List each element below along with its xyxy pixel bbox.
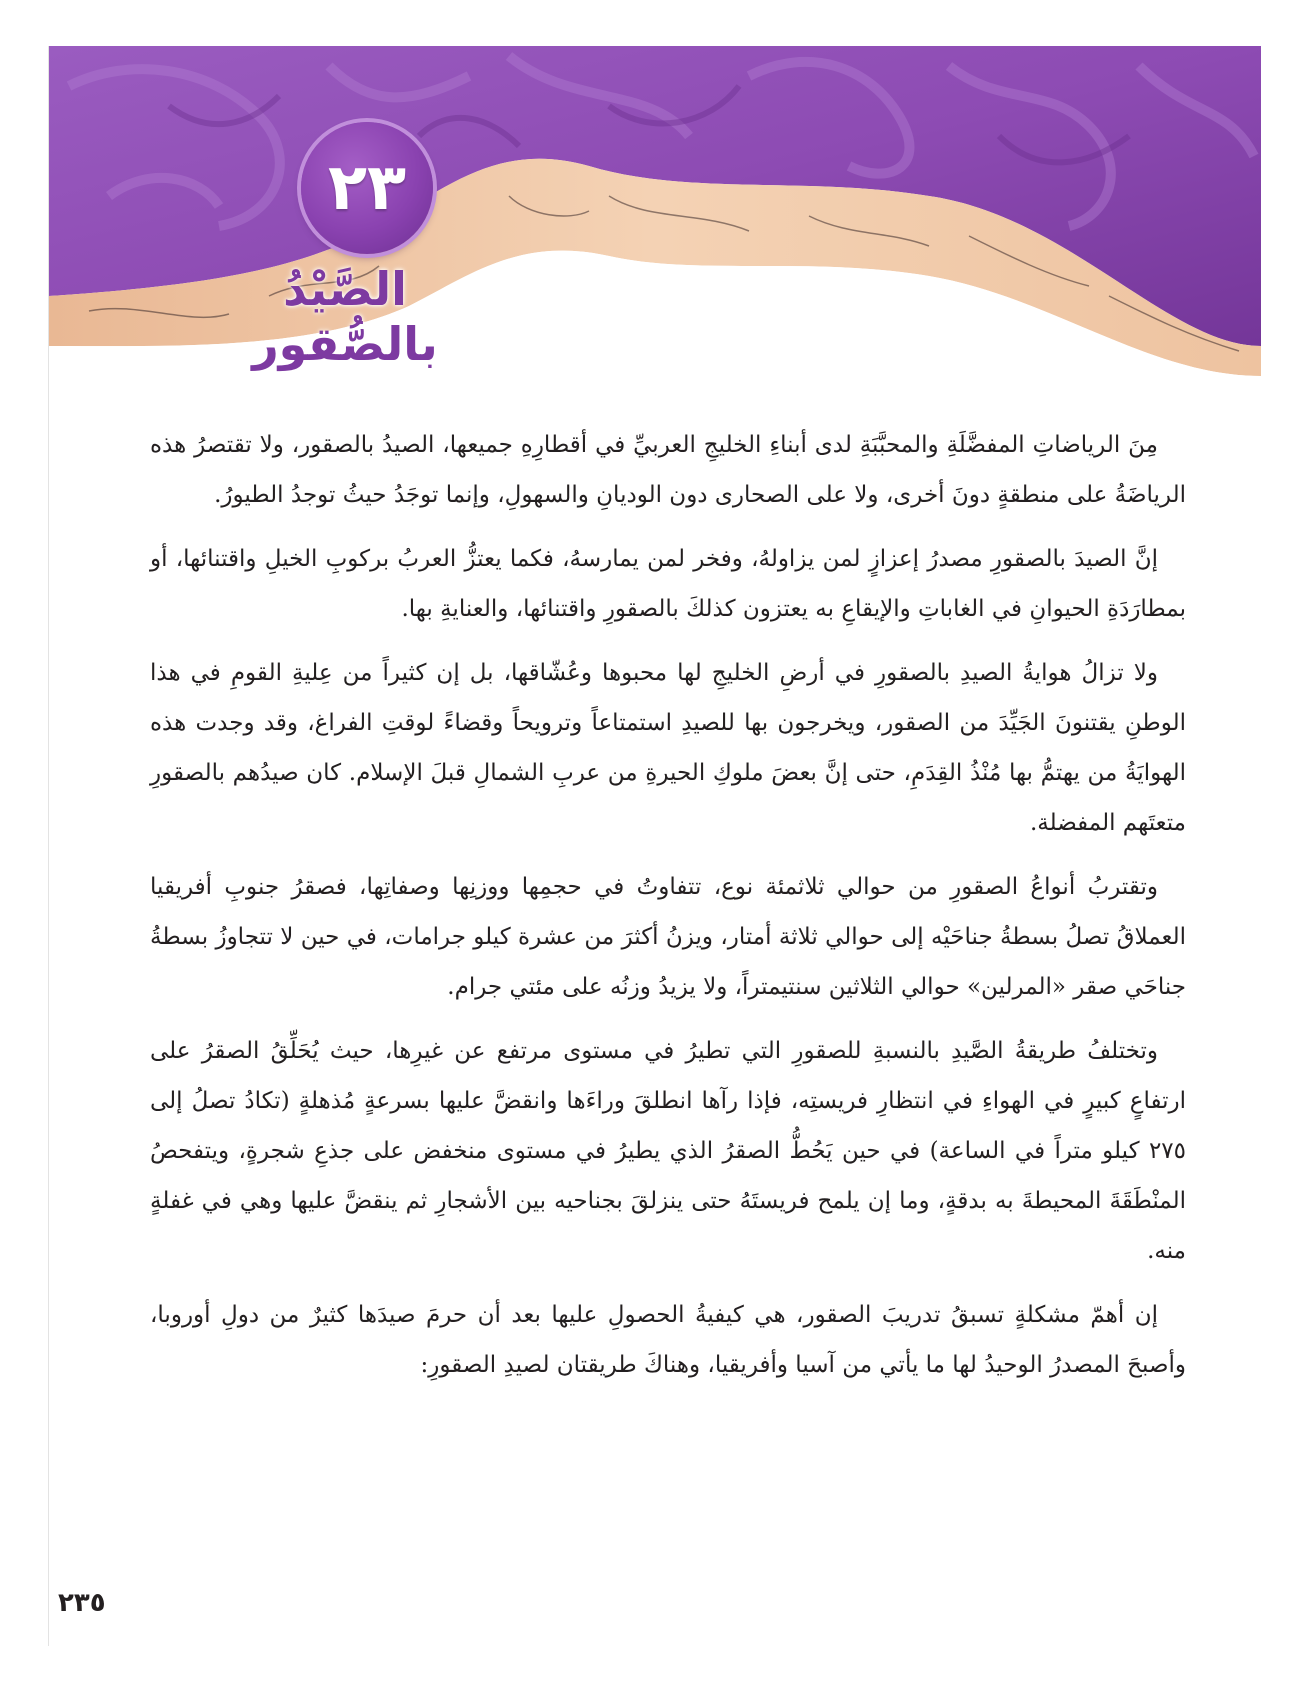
paragraph: إنَّ الصيدَ بالصقورِ مصدرُ إعزازٍ لمن يزاولهُ، وفخر لمن يمارسهُ، فكما يعتزُّ العربُ بركوبِ الخيلِ واقتنائها، أو بمطارَدَةِ الحيوانِ في الغاباتِ والإيقاعِ به يعتزون كذلكَ بالصقورِ واقتنائها، والعنايةِ بها. bbox=[150, 546, 1186, 622]
paragraph: وتختلفُ طريقةُ الصَّيدِ بالنسبةِ للصقورِ التي تطيرُ في مستوى مرتفع عن غيرِها، حيث يُحَلِّقُ الصقرُ على ارتفاعٍ كبيرٍ في الهواءِ في انتظارِ فريستِه، فإذا رآها انطلقَ وراءَها وانقضَّ عليها بسرعةٍ مُذهلةٍ (تكادُ تصلُ إلى ٢٧٥ كيلو متراً في الساعة) في حين يَحُطُّ الصقرُ الذي يطيرُ في مستوى منخفض على جذعِ شجرةٍ، ويتفحصُ المنْطَقَةَ المحيطةَ به بدقةٍ، وما إن يلمح فريستَهُ حتى ينزلقَ بجناحيه بين الأشجارِ ثم ينقضَّ عليها وهي في غفلةٍ منه. bbox=[150, 1038, 1186, 1264]
paragraph: إن أهمّ مشكلةٍ تسبقُ تدريبَ الصقور، هي كيفيةُ الحصولِ عليها بعد أن حرمَ صيدَها كثيرٌ من دولِ أوروبا، وأصبحَ المصدرُ الوحيدُ لها ما يأتي من آسيا وأفريقيا، وهناكَ طريقتان لصيدِ الصقورِ: bbox=[150, 1302, 1186, 1378]
lesson-body bbox=[150, 420, 1186, 1404]
lesson-title: الصَّيْدُ بالصُّقور bbox=[252, 262, 438, 372]
paragraph: ولا تزالُ هوايةُ الصيدِ بالصقورِ في أرضِ الخليجِ لها محبوها وعُشّاقها، بل إن كثيراً من عِليةِ القومِ في هذا الوطنِ يقتنونَ الجَيِّدَ من الصقور، ويخرجون بها للصيدِ استمتاعاً وترويحاً وقضاءً لوقتِ الفراغ، وقد وجدت هذه الهوايَةُ من يهتمُّ بها مُنْذُ القِدَمِ، حتى إنَّ بعضَ ملوكِ الحيرةِ من عربِ الشمالِ قبلَ الإسلام. كان صيدُهم بالصقورِ متعتَهم المفضلة. bbox=[150, 660, 1186, 836]
page-number: ٢٣٥ bbox=[58, 1588, 106, 1618]
lesson-number: ٢٣ bbox=[327, 151, 407, 225]
paragraph: وتقتربُ أنواعُ الصقورِ من حوالي ثلاثمئة نوع، تتفاوتُ في حجمِها ووزنِها وصفاتِها، فصقرُ جنوبِ أفريقيا العملاقُ تصلُ بسطةُ جناحَيْه إلى حوالي ثلاثة أمتار، ويزنُ أكثرَ من عشرة كيلو جرامات، في حين لا تتجاوزُ بسطةُ جناحَي صقر «المرلين» حوالي الثلاثين سنتيمتراً، ولا يزيدُ وزنُه على مئتي جرام. bbox=[150, 874, 1186, 1000]
paragraph: مِنَ الرياضاتِ المفضَّلَةِ والمحبَّبَةِ لدى أبناءِ الخليجِ العربيِّ في أقطارِهِ جميعها، الصيدُ بالصقور، ولا تقتصرُ هذه الرياضَةُ على منطقةٍ دونَ أخرى، ولا على الصحارى دون الوديانِ والسهولِ، وإنما توجَدُ حيثُ توجدُ الطيورُ. bbox=[150, 432, 1186, 508]
lesson-number-badge bbox=[301, 122, 433, 254]
